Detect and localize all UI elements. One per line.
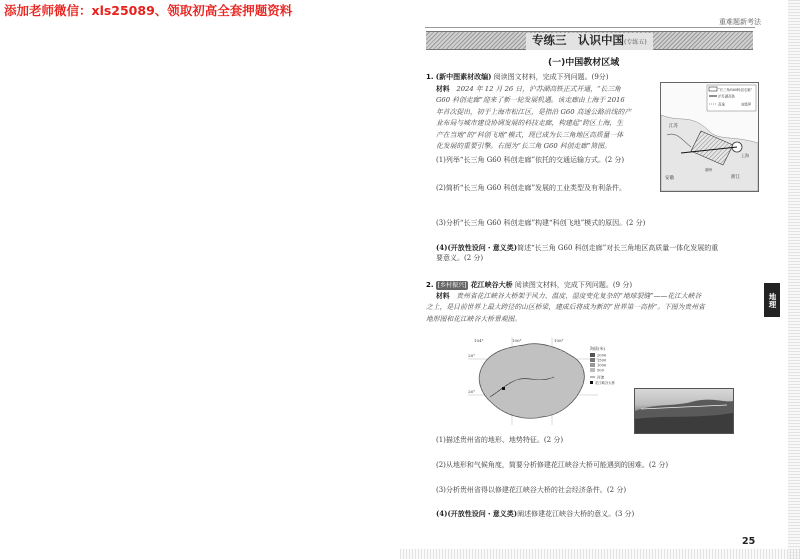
promo-banner: 添加老师微信：xls25089、领取初高全套押题资料 bbox=[4, 3, 293, 18]
map2-lat-label: 28° bbox=[468, 353, 476, 358]
chapter-title-note: (专练五) bbox=[624, 39, 647, 46]
map2-legend-swatch bbox=[590, 353, 595, 357]
q1-material-line: 化发展的重要引擎。右图为“长三角 G60 科创走廊”简图。 bbox=[436, 142, 611, 151]
map1-legend-boundary: 省级界 bbox=[741, 102, 752, 107]
q2-sub4 bbox=[436, 508, 634, 520]
q2-sub3: (3)分析贵州省得以修建花江峡谷大桥的社会经济条件。(2 分) bbox=[436, 486, 627, 494]
chapter-title-text: 专练三 认识中国 bbox=[532, 33, 624, 47]
q1-number: 1. bbox=[426, 73, 434, 81]
q2-header bbox=[426, 279, 632, 291]
guizhou-terrain-map-svg bbox=[468, 337, 616, 429]
q1-material-line: 产在当地”的“科创飞地”模式，现已成为长三角地区高质量一体 bbox=[436, 130, 624, 139]
chapter-title bbox=[526, 33, 653, 50]
g60-corridor-map bbox=[660, 82, 759, 192]
map1-legend-railway: 沪苏湖高铁 bbox=[718, 94, 735, 99]
map2-legend-swatch bbox=[590, 368, 595, 372]
map2-lat-label: 26° bbox=[468, 389, 476, 394]
q1-sub4-tag: (4)(开放性设问・意义类) bbox=[436, 243, 518, 252]
header-divider bbox=[425, 27, 755, 28]
map1-legend-corridor: “长三角G60科创走廊” bbox=[718, 88, 753, 92]
q2-tag: [乡村振兴] bbox=[437, 282, 467, 289]
map2-legend-bridge-swatch bbox=[590, 381, 593, 384]
q1-material bbox=[436, 84, 631, 152]
subject-side-tab: 地理 bbox=[764, 283, 780, 317]
q1-tag: (新中图素材改编) bbox=[435, 72, 492, 81]
header-series-label: 重难题新考法 bbox=[719, 18, 761, 26]
q1-sub4-text: 简述“长三角 G60 科创走廊”对长三角地区高质量一体化发展的重 bbox=[517, 244, 719, 252]
map2-legend-value: 2000 bbox=[597, 353, 607, 358]
q2-material bbox=[426, 291, 705, 325]
map1-label-zhejiang: 浙江 bbox=[731, 175, 740, 180]
map2-bridge-marker bbox=[502, 387, 505, 390]
map2-lon-label: 106° bbox=[512, 338, 522, 343]
q2-sub4-tag: (4)(开放性设问・意义类) bbox=[436, 509, 518, 518]
scan-edge-right bbox=[788, 0, 800, 559]
q1-material-line: 材料 2024 年 12 月 26 日，沪苏湖高铁正式开通，“长三角 bbox=[436, 85, 621, 93]
section-title: (一)中国教材区域 bbox=[548, 58, 620, 68]
g60-corridor-map-svg bbox=[661, 83, 758, 191]
q2-material-line: 材料 贵州省花江峡谷大桥架于风力、温度、湿度变化复杂的“地球裂缝”——花江大峡谷 bbox=[436, 292, 702, 300]
q1-material-line: 业布局与城市建设协调发展的科技走廊，构建起“跨区上海，生 bbox=[436, 119, 623, 128]
q2-number: 2. bbox=[426, 281, 434, 289]
map1-label-anhui: 安徽 bbox=[665, 176, 674, 181]
q1-material-line: 年首次提出，初于上海市松江区，是指沿 G60 高速公路沿线的产 bbox=[436, 107, 632, 116]
map2-lon-label: 104° bbox=[474, 338, 484, 343]
q2-sub4-text: 阐述修建花江峡谷大桥的意义。(3 分) bbox=[517, 510, 635, 518]
page-number: 25 bbox=[742, 536, 756, 547]
chapter-title-bar bbox=[426, 31, 753, 50]
q2-sub1: (1)描述贵州省的地形、地势特征。(2 分) bbox=[436, 436, 564, 444]
q1-sub2: (2)简析“长三角 G60 科创走廊”发展的工业类型及有利条件。 bbox=[436, 184, 627, 192]
scan-edge-bottom bbox=[400, 549, 800, 559]
q1-sub1: (1)列举“长三角 G60 科创走廊”依托的交通运输方式。(2 分) bbox=[436, 156, 625, 164]
map2-legend-swatch bbox=[590, 363, 595, 367]
q1-material-line: G60 科创走廊”迎来了新一轮发展机遇。该走廊由上海于 2016 bbox=[436, 96, 625, 105]
q2-intro: 阅读图文材料，完成下列问题。(9 分) bbox=[514, 281, 633, 289]
map1-label-huzhou: 湖州 bbox=[705, 168, 713, 172]
map2-legend-bridge: 花江峡谷大桥 bbox=[595, 381, 615, 385]
q2-topic: 花江峡谷大桥 bbox=[470, 280, 513, 289]
map2-legend-value: 1500 bbox=[597, 358, 607, 363]
map2-lon-label: 108° bbox=[554, 338, 564, 343]
map1-label-shanghai: 上海 bbox=[741, 153, 749, 158]
map2-legend-value: 500 bbox=[597, 368, 604, 373]
map2-legend-river: 河流 bbox=[597, 375, 605, 380]
guizhou-terrain-map bbox=[468, 337, 616, 429]
map2-legend-swatch bbox=[590, 358, 595, 362]
q2-material-line: 地形图和花江峡谷大桥景观图。 bbox=[426, 314, 522, 323]
map1-legend-highway: 高速 bbox=[718, 102, 725, 107]
q1-intro: 阅读图文材料，完成下列问题。(9分) bbox=[493, 73, 609, 81]
q1-sub4-cont: 要意义。(2 分) bbox=[436, 254, 484, 262]
map2-legend-value: 1000 bbox=[597, 363, 607, 368]
q1-material-label: 材料 bbox=[436, 85, 450, 93]
q2-sub2: (2)从地形和气候角度，简要分析修建花江峡谷大桥可能遇到的困难。(2 分) bbox=[436, 461, 669, 469]
q2-material-label: 材料 bbox=[436, 292, 450, 300]
map1-label-jiangsu: 江苏 bbox=[669, 124, 678, 129]
q1-sub3: (3)分析“长三角 G60 科创走廊”构建“科创飞地”模式的原因。(2 分) bbox=[436, 219, 646, 227]
q2-material-line: 之上，是目前世界上最大跨径的山区桥梁，建成后将成为新的“世界第一高桥”。下图为贵州省 bbox=[426, 303, 705, 312]
bridge-photo-svg bbox=[635, 389, 733, 433]
map2-legend-title: 海拔(米) bbox=[590, 346, 606, 351]
q1-header bbox=[426, 71, 609, 83]
bridge-landscape-photo bbox=[634, 388, 734, 434]
map2-guizhou-shape bbox=[479, 344, 584, 419]
